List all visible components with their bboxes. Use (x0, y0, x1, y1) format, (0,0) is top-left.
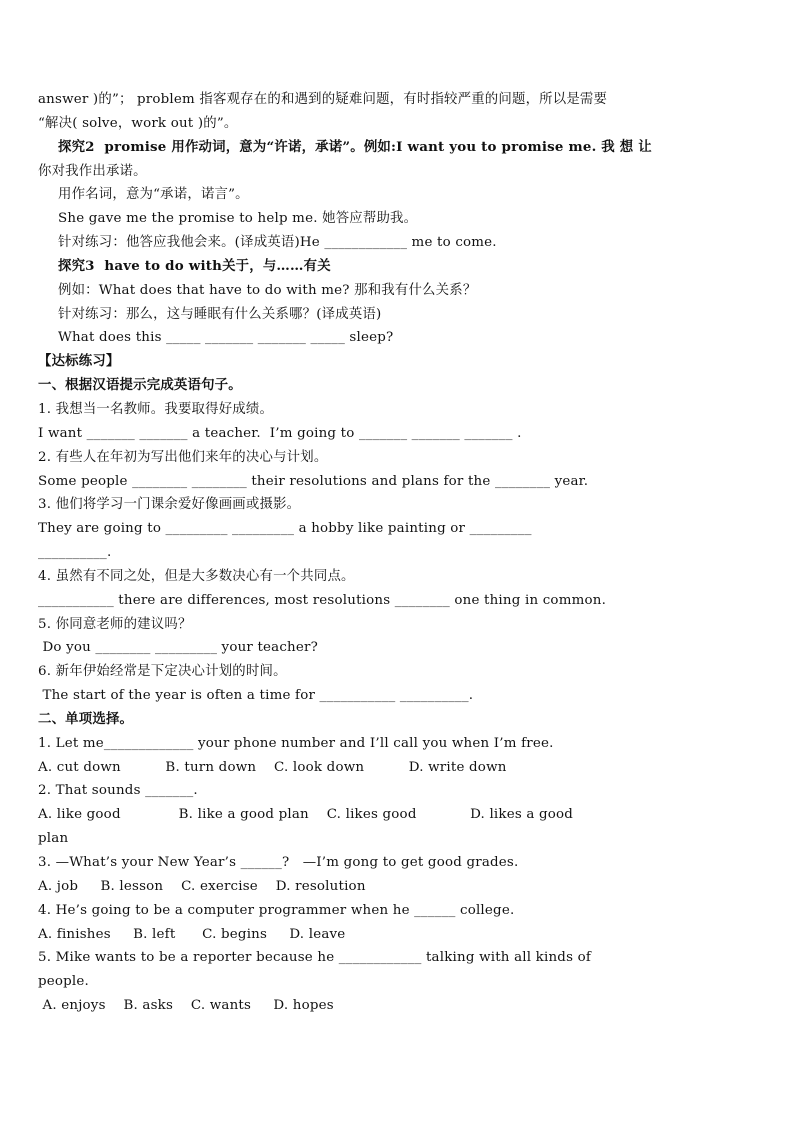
text-line: 你对我作出承诺。 (38, 163, 147, 179)
question-line: They are going to _________ _________ a hobby like painting or _________ (38, 521, 532, 537)
text-line: answer )的”； problem 指客观存在的和遇到的疑难问题，有时指较严重的问题，所以是需要 (38, 92, 608, 107)
practice-line: 针对练习：他答应我他会来。(译成英语)He ____________ me to come. (58, 235, 497, 251)
example-sentence: 例如：What does that have to do with me? 那和我有什么关系？ (58, 282, 477, 298)
section-heading: 探究2 promise 用作动词，意为“许诺，承诺”。例如:I want you to promise me. 我 想 让 (58, 138, 652, 155)
question-line: 2. 有些人在年初为写出他们来年的决心与计划。 (38, 449, 328, 465)
question-line: Do you ________ _________ your teacher? (38, 640, 318, 656)
question-line: __________. (38, 545, 112, 561)
text-line: “解决( solve，work out )的”。 (38, 115, 238, 131)
question-line: I want _______ _______ a teacher. I’m going to _______ _______ _______ . (38, 425, 522, 441)
question-line: The start of the year is often a time for ___________ __________. (38, 688, 474, 704)
question-line: 3. 他们将学习一门课余爱好像画画或摄影。 (38, 497, 301, 513)
option-line: A. like good B. like a good plan C. likes good D. likes a good (38, 807, 574, 823)
option-line: A. job B. lesson C. exercise D. resolution (38, 878, 366, 894)
example-sentence: She gave me the promise to help me. 她答应帮助我。 (58, 211, 418, 227)
question-line: 1. 我想当一名教师。我要取得好成绩。 (38, 401, 274, 417)
option-line: A. enjoys B. asks C. wants D. hopes (38, 998, 334, 1014)
question-line: 5. 你同意老师的建议吗？ (38, 616, 192, 632)
question-line: ___________ there are differences, most resolutions ________ one thing in common. (38, 592, 607, 608)
option-line: A. finishes B. left C. begins D. leave (38, 926, 346, 942)
question-line: 4. He’s going to be a computer programmer when he ______ college. (38, 902, 515, 918)
question-line: Some people ________ ________ their resolutions and plans for the ________ year. (38, 473, 589, 489)
practice-line: 针对练习：那么，这与睡眠有什么关系哪？(译成英语) (58, 306, 382, 322)
text-line: 用作名词，意为“承诺，诺言”。 (58, 187, 249, 203)
question-line: 4. 虽然有不同之处，但是大多数决心有一个共同点。 (38, 568, 355, 584)
section-title: 【达标练习】 (38, 353, 120, 370)
practice-line: What does this _____ _______ _______ _____ sleep? (58, 330, 394, 346)
document-page (38, 88, 714, 1018)
part-title: 二、单项选择。 (38, 710, 134, 727)
question-line: 3. —What’s your New Year’s ______? —I’m gong to get good grades. (38, 855, 519, 870)
question-line: 1. Let me_____________ your phone number and I’ll call you when I’m free. (38, 735, 554, 751)
option-line: A. cut down B. turn down C. look down D. write down (38, 759, 507, 775)
part-title: 一、根据汉语提示完成英语句子。 (38, 377, 242, 394)
question-line: 2. That sounds _______. (38, 783, 198, 799)
question-line: people. (38, 974, 89, 990)
option-line: plan (38, 831, 69, 847)
section-heading: 探究3 have to do with关于，与……有关 (58, 257, 331, 274)
question-line: 5. Mike wants to be a reporter because he ____________ talking with all kinds of (38, 950, 592, 966)
question-line: 6. 新年伊始经常是下定决心计划的时间。 (38, 664, 287, 680)
